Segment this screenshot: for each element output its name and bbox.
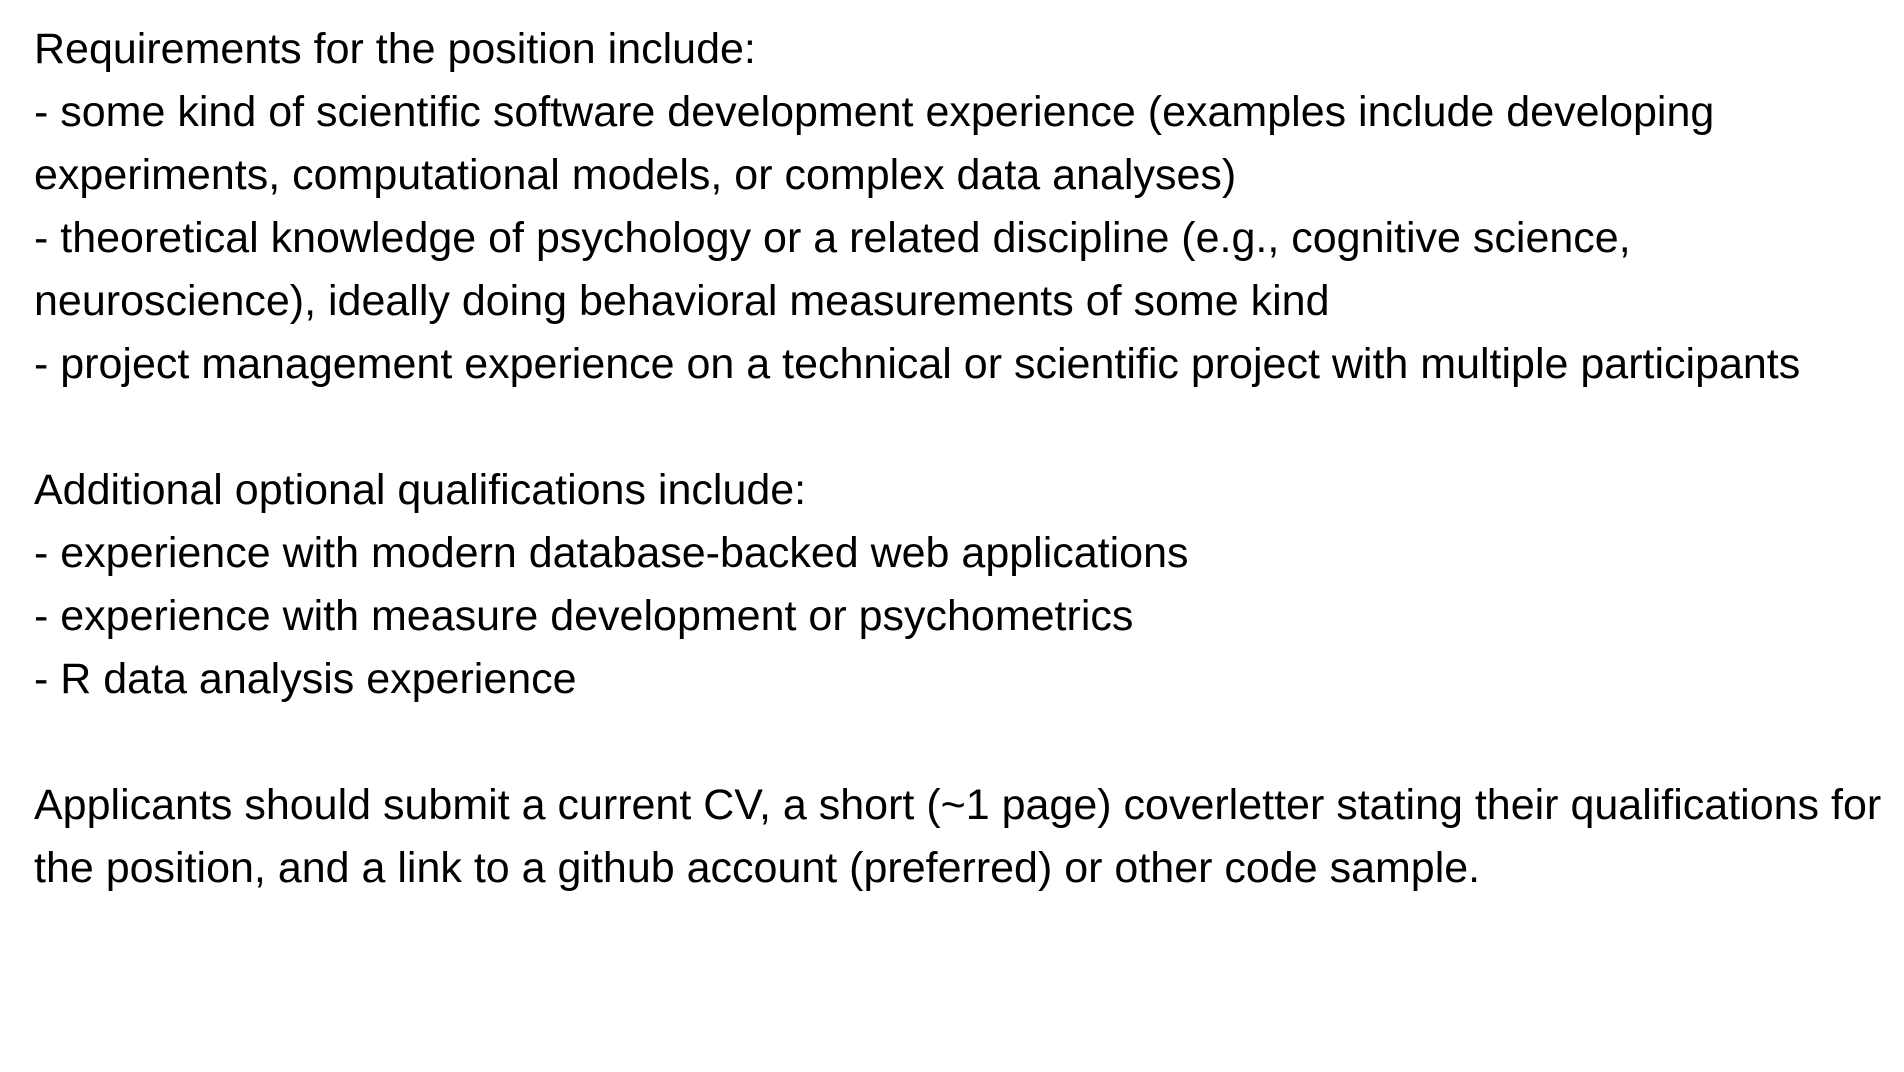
requirements-heading: Requirements for the position include: <box>34 25 756 73</box>
application-section <box>34 774 1894 900</box>
optional-qualifications-list <box>34 522 1894 711</box>
requirement-item-software: - some kind of scientific software development experience (examples include developing experiments, computational models, or complex data analyses) <box>34 88 1715 199</box>
optional-qualifications-section <box>34 459 1894 711</box>
application-instructions: Applicants should submit a current CV, a short (~1 page) coverletter stating their qualifications for the position, and a link to a github account (preferred) or other code sample. <box>34 781 1882 892</box>
requirement-item-psychology: - theoretical knowledge of psychology or a related discipline (e.g., cognitive science, neuroscience), ideally doing behavioral measurements of some kind <box>34 214 1631 325</box>
optional-item-psychometrics: - experience with measure development or psychometrics <box>34 592 1134 640</box>
requirement-item-project-management: - project management experience on a technical or scientific project with multiple participants <box>34 340 1801 388</box>
optional-item-r-analysis: - R data analysis experience <box>34 655 577 703</box>
optional-item-web-apps: - experience with modern database-backed web applications <box>34 529 1189 577</box>
requirements-section <box>34 18 1894 396</box>
document-body <box>34 18 1894 900</box>
requirements-list <box>34 81 1894 396</box>
optional-qualifications-heading: Additional optional qualifications include: <box>34 466 807 514</box>
